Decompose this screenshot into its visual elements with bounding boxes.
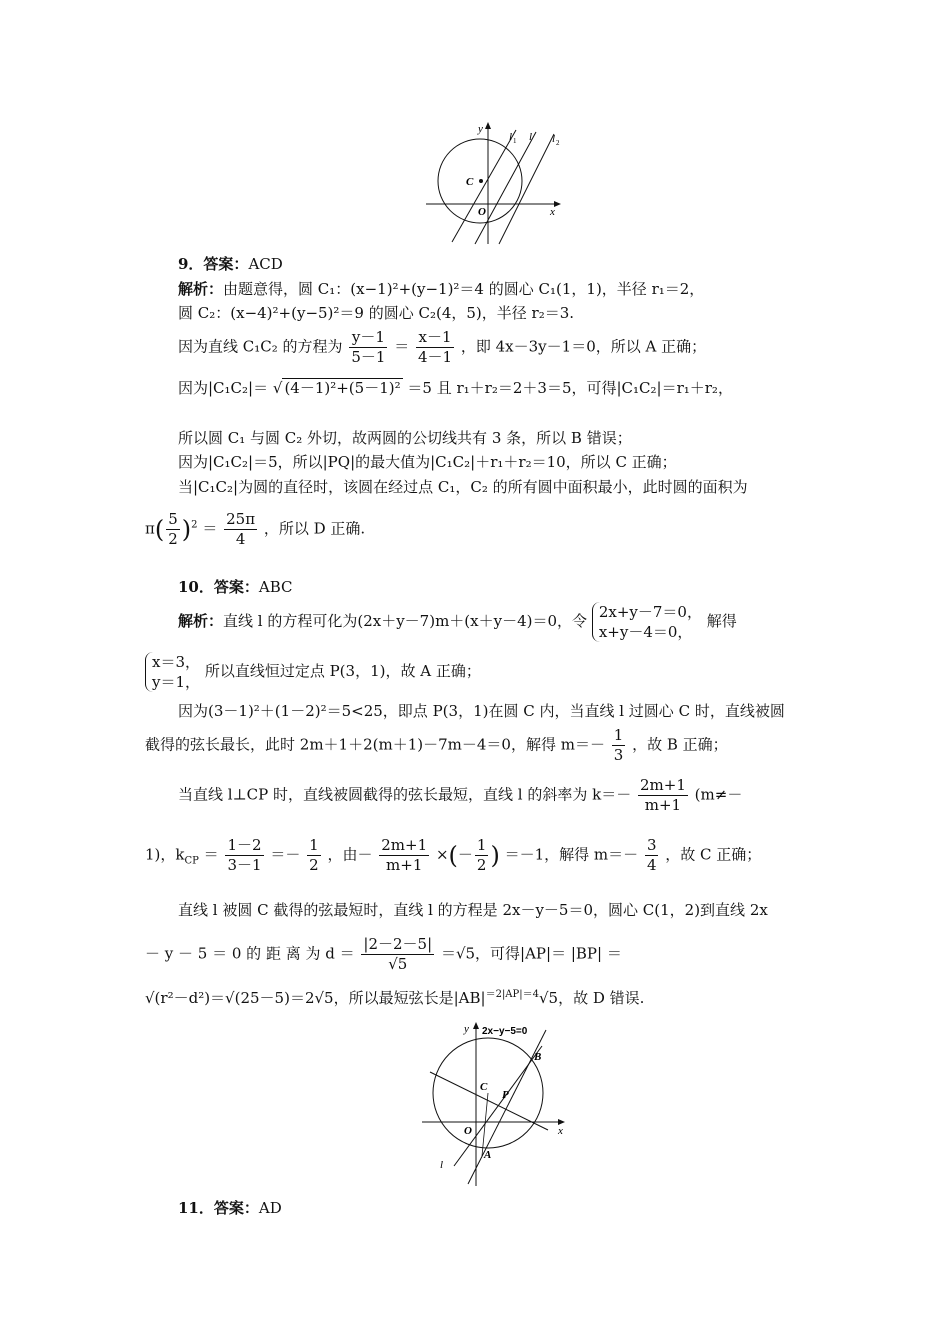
fraction: $\frac{5}{2}$ <box>168 510 178 548</box>
fraction: $\frac{|2-2-5|}{√5}$ <box>363 935 433 973</box>
figure-circle-tangent-lines <box>420 118 570 248</box>
q9-analysis-line-3: 因为直线 C₁C₂ 的方程为 $\frac{y-1}{5-1}$ ＝ $\frac{x-1}{4-1}$ ，即 4x－3y－1＝0，所以 A 正确； <box>178 328 707 366</box>
fraction: $\frac{2m+1}{m+1}$ <box>381 836 428 874</box>
q10-analysis-line-1: 解析：直线 l 的方程可化为(2x＋y－7)m＋(x＋y－4)＝0，令 2x+y－7＝0， x+y－4＝0， 解得 <box>178 603 737 641</box>
label-l2-sub: 2 <box>556 139 560 147</box>
label-b: B <box>534 1051 542 1063</box>
q9-answer: 9．答案：ACD <box>178 255 283 273</box>
label-l: l <box>440 1159 444 1171</box>
label-y: y <box>464 1023 469 1035</box>
fraction: $\frac{1}{2}$ <box>309 836 319 874</box>
label-l1: l <box>509 131 513 143</box>
fraction: $\frac{x-1}{4-1}$ <box>417 328 453 366</box>
label-l2: l <box>552 133 556 145</box>
q10-analysis-line-6: 1)，$k_{CP}$ ＝ $\frac{1-2}{3-1}$ ＝－ $\frac{1}{2}$ ，由－ $\frac{2m+1}{m+1}$ ×(－ $\frac{1}{2}$ ) ＝－1，解得 m＝－ $\frac{3}{4}$ ，故 C 正确； <box>145 836 762 874</box>
q9-analysis-line-1: 解析：由题意得，圆 C₁：(x−1)²+(y−1)²＝4 的圆心 C₁(1，1)，半径 r₁＝2， <box>178 280 705 298</box>
y-axis-arrow <box>485 122 491 129</box>
fraction: $\frac{y-1}{5-1}$ <box>351 328 386 366</box>
q9-analysis-line-5: 所以圆 C₁ 与圆 C₂ 外切，故两圆的公切线共有 3 条，所以 B 错误； <box>178 429 632 447</box>
equation-system: 2x+y－7＝0， x+y－4＝0， <box>592 602 702 642</box>
label-x: x <box>558 1125 563 1137</box>
figure-shortest-chord <box>418 1018 568 1190</box>
line-cp <box>430 1072 548 1130</box>
sqrt-sign-icon: √ <box>272 379 283 397</box>
line-l <box>454 1046 542 1166</box>
label-center: C <box>466 176 474 188</box>
label-l: l <box>529 131 533 143</box>
label-l1-sub: 1 <box>513 137 517 145</box>
equation-system: x＝3， y＝1， <box>145 652 200 692</box>
fraction: $\frac{1-2}{3-1}$ <box>227 836 262 874</box>
fraction: $\frac{1}{2}$ <box>476 836 487 874</box>
fraction: $\frac{25\pi}{4}$ <box>226 510 256 548</box>
q10-analysis-line-5: 当直线 l⊥CP 时，直线被圆截得的弦长最短，直线 l 的斜率为 k＝－ $\frac{2m+1}{m+1}$ (m≠－ <box>178 776 743 814</box>
fraction: $\frac{1}{3}$ <box>613 726 624 764</box>
q10-analysis-line-2: x＝3， y＝1， 所以直线恒过定点 P(3，1)，故 A 正确； <box>145 652 481 692</box>
q9-analysis-line-7: 当|C₁C₂|为圆的直径时，该圆在经过点 C₁，C₂ 的所有圆中面积最小，此时圆的面积为 <box>178 478 748 496</box>
q9-analysis-line-8: π( $\frac{5}{2}$ )$^2$ ＝ $\frac{25\pi}{4}$ ，所以 D 正确. <box>145 510 366 548</box>
q9-analysis-line-2: 圆 C₂：(x−4)²+(y−5)²＝9 的圆心 C₂(4，5)，半径 r₂＝3. <box>178 304 575 322</box>
label-center: C <box>480 1081 488 1093</box>
q11-answer: 11．答案：AD <box>178 1199 282 1217</box>
q10-analysis-line-4: 截得的弦长最长，此时 2m＋1＋2(m＋1)－7m－4＝0，解得 m＝－ $\frac{1}{3}$ ，故 B 正确； <box>145 726 728 764</box>
label-x: x <box>550 206 555 218</box>
q10-analysis-line-8: － y － 5 ＝ 0 的 距 离 为 d ＝ $\frac{|2-2-5|}{√5}$ ＝√5，可得|AP|＝ |BP| ＝ <box>145 935 622 973</box>
label-origin: O <box>464 1125 472 1137</box>
center-point <box>479 179 483 183</box>
label-p: P <box>502 1089 509 1101</box>
y-axis-arrow <box>473 1022 479 1029</box>
q10-analysis-line-3: 因为(3－1)²＋(1－2)²＝5<25，即点 P(3，1)在圆 C 内，当直线 l 过圆心 C 时，直线被圆 <box>178 702 785 720</box>
q10-analysis-line-7: 直线 l 被圆 C 截得的弦最短时，直线 l 的方程是 2x－y－5＝0，圆心 C(1，2)到直线 2x <box>178 901 768 919</box>
x-axis-arrow <box>554 201 561 207</box>
fraction: $\frac{2m+1}{m+1}$ <box>640 776 686 814</box>
label-line-eq: 2x−y−5=0 <box>482 1026 528 1037</box>
fraction: $\frac{3}{4}$ <box>646 836 657 874</box>
label-y: y <box>478 123 483 135</box>
label-origin: O <box>478 206 486 218</box>
label-a: A <box>484 1149 492 1161</box>
line-l2 <box>499 134 554 244</box>
q10-analysis-line-9: √(r²－d²)＝√(25－5)＝2√5，所以最短弦长是$|AB|^{=2|AP|=4}√5$，故 D 错误. <box>145 989 645 1007</box>
q9-analysis-line-6: 因为|C₁C₂|＝5，所以|PQ|的最大值为|C₁C₂|＋r₁＋r₂＝10，所以 C 正确； <box>178 453 677 471</box>
q9-analysis-line-4: 因为|C₁C₂|＝ √ (4－1)²+(5－1)² ＝5 且 r₁＋r₂＝2＋3＝5，可得|C₁C₂|＝r₁＋r₂， <box>178 379 733 397</box>
q10-answer: 10．答案：ABC <box>178 578 293 596</box>
